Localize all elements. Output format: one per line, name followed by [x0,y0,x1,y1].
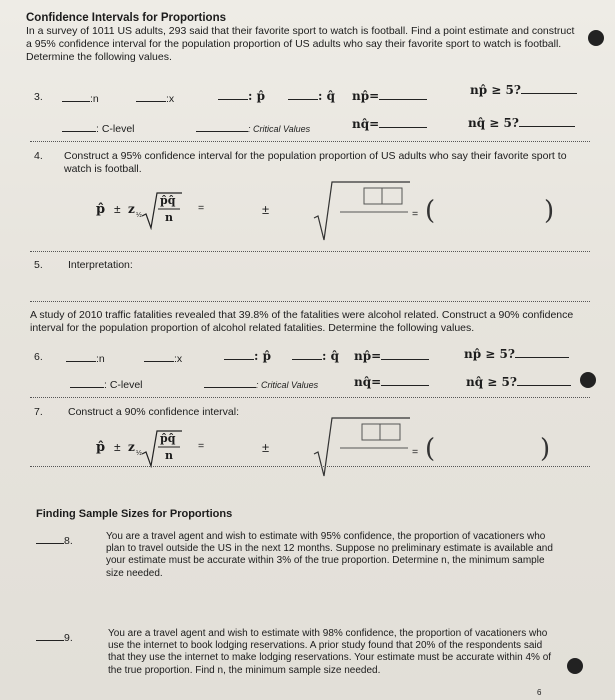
formula-denominator: n [165,449,173,462]
q7-number: 7. [34,406,43,418]
q3-np-field[interactable]: np̂= [352,89,427,103]
binder-hole [580,372,596,388]
q3-qhat-field[interactable]: : q̂ [288,89,335,103]
q6-number: 6. [34,351,43,363]
formula-numerator: p̂q̂ [160,194,176,207]
page-number: 6 [537,688,542,697]
binder-hole [588,30,604,46]
q3-phat-field[interactable]: : p̂ [218,89,265,103]
q3-x-field[interactable]: :x [136,91,174,105]
section-heading: Finding Sample Sizes for Proportions [36,508,233,520]
q8-text: You are a travel agent and wish to estimate with 95% confidence, the proportion of vacationers who plan to travel outside the US in the next 12 months. Suppose no preliminary estimate is available and your estimate must be accurate within 3% of the true proportion. Determine n, the minimum sample size needed. [106,531,553,579]
pm-sign: ± [262,440,270,455]
ci-formula-2 [96,428,246,468]
q3-np-condition[interactable]: np̂ ≥ 5? [470,83,577,97]
formula-denominator: n [165,211,173,224]
sqrt-boxes-icon [312,414,422,478]
q3-critical-field[interactable]: : Critical Values [196,121,310,135]
q7-text: Construct a 90% confidence interval: [68,406,240,418]
formula-numerator: p̂q̂ [160,432,176,445]
formula-equals: = [198,202,205,214]
right-paren: ) [544,196,555,226]
q6-qhat-field[interactable]: : q̂ [292,349,339,363]
q5-number: 5. [34,259,43,271]
right-paren: ) [540,434,551,464]
q5-text: Interpretation: [68,259,133,271]
q9-answer-field[interactable]: 9. [36,630,73,644]
q3-clevel-field[interactable]: : C-level [62,121,135,135]
q3-nq-condition[interactable]: nq̂ ≥ 5? [468,116,575,130]
formula-z-sub: ½ [136,212,142,219]
q6-nq-field[interactable]: nq̂= [354,375,429,389]
equals-sign: = [412,446,419,458]
q4-text: Construct a 95% confidence interval for the population proportion of US adults who say their favorite sport to watch is football. [64,150,567,175]
divider [30,251,590,252]
formula-z: z [128,202,135,216]
q6-np-field[interactable]: np̂= [354,349,429,363]
formula-z: z [128,440,135,454]
intro-paragraph: In a survey of 1011 US adults, 293 said that their favorite sport to watch is football. Find a point estimate and construct a 95% confidence interval for the population proportion of US adults who say their favorite sport to watch is football. Determine the following values. [26,25,575,63]
q9-text: You are a travel agent and wish to estimate with 98% confidence, the proportion of vacationers who use the internet to book lodging reservations. A prior study found that 20% of the respondents said that they use the internet to make lodging reservations. Your estimate must be accurate within 4% of the true proportion. Find n, the minimum sample size needed. [108,628,552,676]
sqrt-boxes-icon [312,178,422,242]
divider [30,397,590,398]
q6-x-field[interactable]: :x [144,351,182,365]
q6-nq-condition[interactable]: nq̂ ≥ 5? [466,375,571,389]
q6-critical-field[interactable]: : Critical Values [204,377,318,391]
formula-plus-minus: ± [114,440,121,454]
equals-sign: = [412,208,419,220]
q6-np-condition[interactable]: np̂ ≥ 5? [464,347,569,361]
q6-clevel-field[interactable]: : C-level [70,377,143,391]
left-paren: ( [425,434,436,464]
q6-n-field[interactable]: :n [66,351,105,365]
q3-nq-field[interactable]: nq̂= [352,117,427,131]
q3-number: 3. [34,91,43,103]
q4-number: 4. [34,150,43,162]
ci-formula-1 [96,190,246,230]
q6-phat-field[interactable]: : p̂ [224,349,271,363]
formula-equals: = [198,440,205,452]
pm-sign: ± [262,202,270,217]
divider [30,301,590,302]
formula-z-sub: ½ [136,450,142,457]
divider [30,466,590,467]
formula-plus-minus: ± [114,202,121,216]
study2-paragraph: A study of 2010 traffic fatalities revealed that 39.8% of the fatalities were alcohol related. Construct a 90% confidence interval for the population proportion of alcohol related fatalities. Determine the following values. [30,309,574,334]
formula-phat: p̂ [96,202,106,217]
divider [30,141,590,142]
page-title: Confidence Intervals for Proportions [26,12,226,24]
q8-answer-field[interactable]: 8. [36,533,73,547]
binder-hole [567,658,583,674]
q3-n-field[interactable]: :n [62,91,99,105]
formula-phat: p̂ [96,440,106,455]
left-paren: ( [425,196,436,226]
